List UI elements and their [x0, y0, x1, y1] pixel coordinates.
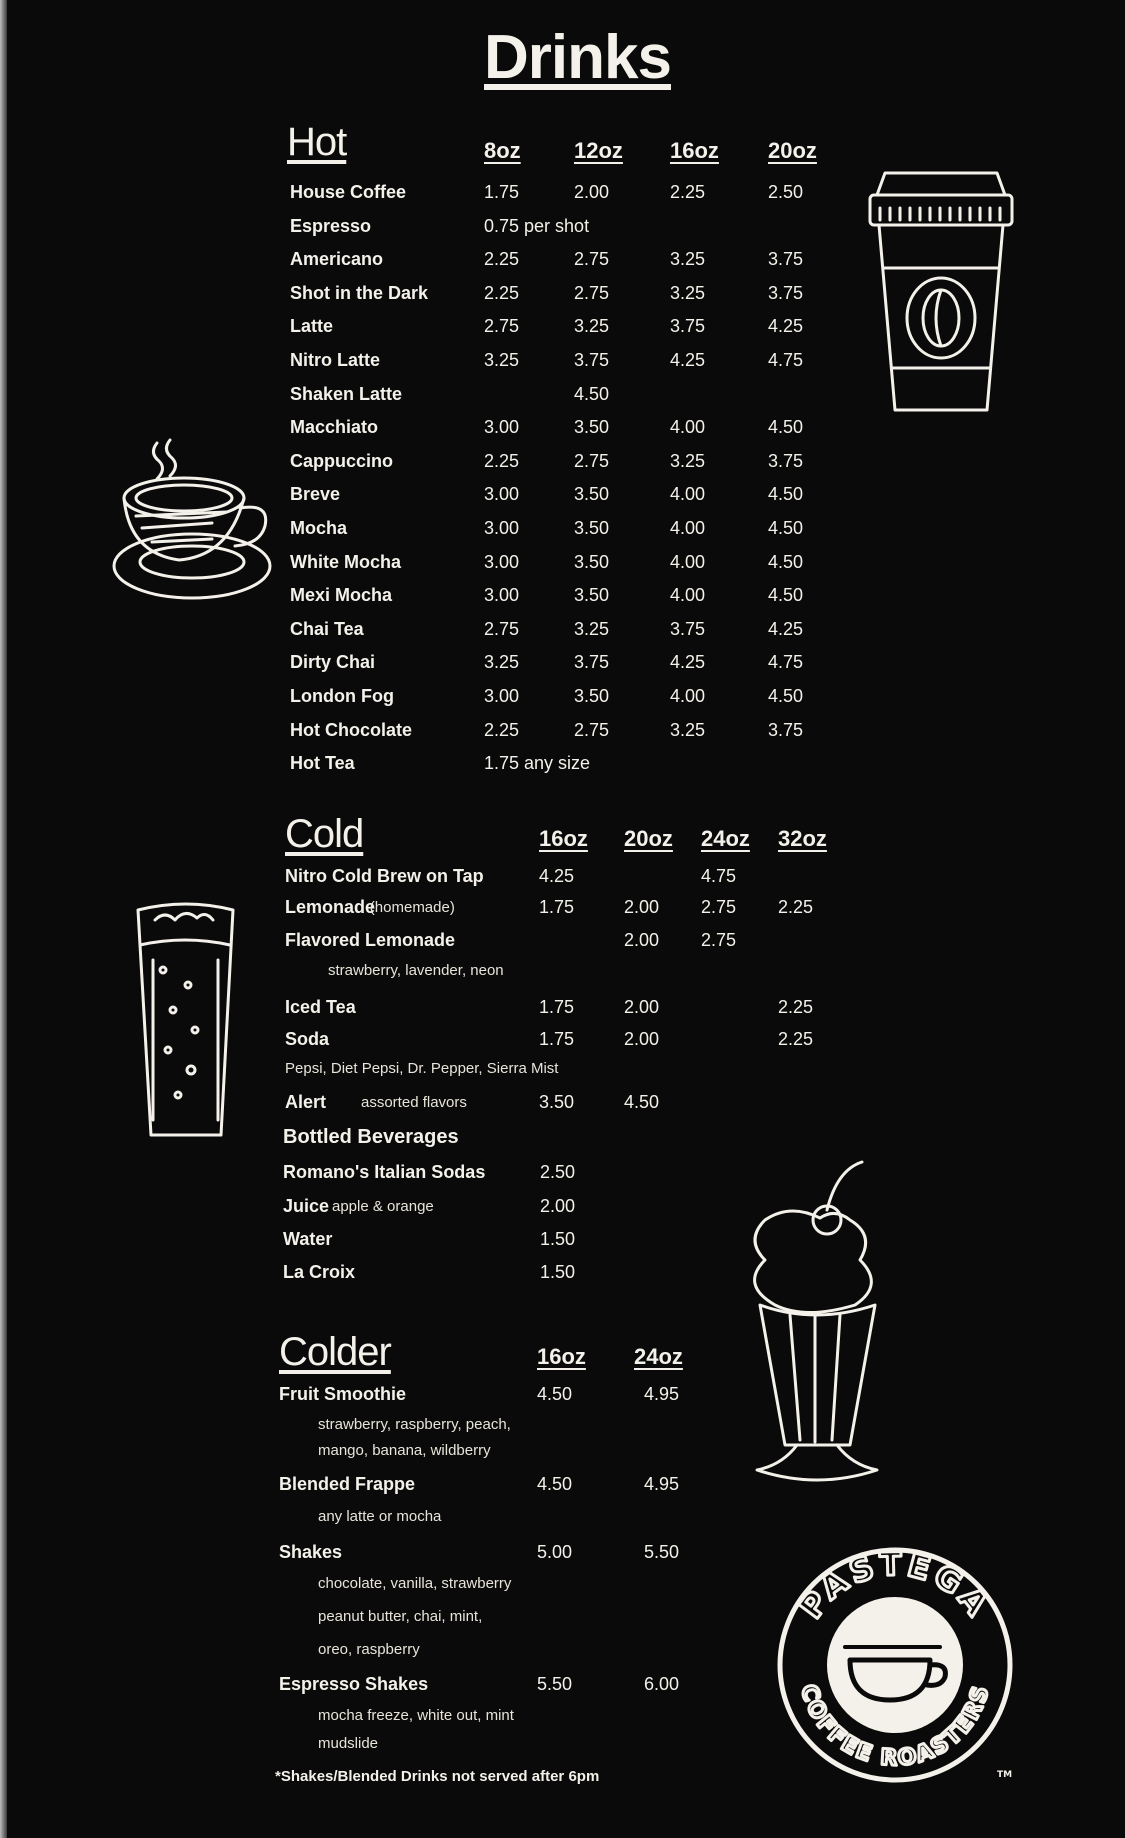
menu-item-price: 3.75: [768, 450, 804, 471]
menu-item-price: 2.50: [540, 1162, 576, 1182]
menu-item-price: 4.50: [768, 585, 804, 606]
menu-item-price: 3.25: [484, 652, 520, 673]
menu-item-options: oreo, raspberry: [318, 1641, 420, 1658]
menu-item-price: 4.25: [670, 652, 706, 673]
menu-item-price: 3.00: [484, 484, 520, 505]
menu-item-price: 3.50: [574, 518, 610, 538]
menu-item-price: 4.00: [670, 518, 706, 538]
menu-item-price: 4.75: [701, 866, 737, 886]
menu-item-price: 2.75: [484, 316, 520, 337]
menu-item-price: 3.50: [539, 1092, 575, 1112]
menu-item-price: 2.75: [701, 930, 737, 950]
menu-item-price: 3.00: [484, 518, 520, 538]
menu-item-name: La Croix: [283, 1262, 356, 1282]
menu-item-price: 3.50: [574, 551, 610, 572]
section-heading-colder: Colder: [279, 1330, 391, 1374]
menu-item-price: 3.25: [574, 618, 610, 639]
menu-item-detail: (homemade): [369, 899, 455, 916]
menu-item-price: 2.25: [484, 282, 520, 303]
menu-item-price: 2.00: [624, 897, 660, 917]
menu-item-name: Espresso Shakes: [279, 1674, 429, 1694]
page-title: Drinks: [484, 23, 671, 92]
menu-item-name: Macchiato: [290, 417, 379, 438]
size-header: 8oz: [484, 138, 521, 163]
menu-item-options: mudslide: [318, 1735, 379, 1752]
menu-item-name: Juice: [283, 1196, 330, 1216]
menu-item-name: Cappuccino: [290, 450, 394, 471]
menu-item-price: 4.50: [537, 1474, 573, 1494]
menu-item-options: chocolate, vanilla, strawberry: [318, 1575, 512, 1592]
menu-item-price: 4.95: [644, 1384, 680, 1404]
menu-item-price: 2.25: [778, 897, 814, 917]
size-header: 20oz: [624, 826, 673, 851]
menu-item-name: Alert: [285, 1092, 327, 1112]
milkshake-illustration: [735, 1155, 895, 1495]
menu-item-name: Shot in the Dark: [290, 282, 429, 303]
menu-item-price: 3.75: [768, 282, 804, 303]
menu-item-price: 2.00: [574, 182, 610, 202]
menu-item-options: any latte or mocha: [318, 1508, 442, 1525]
section-heading-hot: Hot: [287, 120, 347, 164]
menu-item-price: 3.75: [574, 652, 610, 673]
menu-item-name: Water: [283, 1229, 333, 1249]
menu-item-name: London Fog: [290, 686, 394, 706]
menu-item-options: mango, banana, wildberry: [318, 1442, 491, 1459]
menu-item-price: 4.00: [670, 484, 706, 505]
menu-item-price: 3.75: [768, 719, 804, 740]
coffee-cup-illustration: [112, 438, 282, 618]
menu-item-note: 0.75 per shot: [484, 215, 590, 236]
menu-item-name: Fruit Smoothie: [279, 1384, 406, 1404]
menu-item-price: 3.25: [484, 350, 520, 370]
menu-item-name: Dirty Chai: [290, 652, 376, 673]
menu-item-price: 2.75: [574, 450, 610, 471]
menu-item-name: Shakes: [279, 1542, 343, 1562]
menu-item-price: 3.25: [670, 282, 706, 303]
menu-item-price: 1.75: [539, 1029, 575, 1049]
menu-item-price: 5.50: [537, 1674, 573, 1694]
menu-item-name: Hot Tea: [290, 753, 355, 774]
menu-item-name: Espresso: [290, 215, 372, 236]
menu-item-detail: assorted flavors: [361, 1094, 467, 1111]
menu-item-price: 2.00: [624, 930, 660, 950]
menu-item-price: 3.50: [574, 686, 610, 706]
size-header: 16oz: [537, 1344, 586, 1369]
menu-item-price: 4.25: [768, 618, 804, 639]
menu-item-price: 4.50: [574, 383, 610, 404]
menu-item-price: 4.50: [768, 417, 804, 438]
logo-bottom-text: COFFEE ROASTERS: [795, 1681, 995, 1772]
menu-item-price: 2.75: [701, 897, 737, 917]
menu-item-price: 4.50: [624, 1092, 660, 1112]
menu-item-name: Soda: [285, 1029, 330, 1049]
menu-item-price: 2.50: [768, 182, 804, 202]
logo-tm: TM: [997, 1770, 1013, 1780]
menu-item-options: mocha freeze, white out, mint: [318, 1707, 514, 1724]
subsection-heading-bottled: Bottled Beverages: [283, 1126, 459, 1148]
size-header: 16oz: [539, 826, 588, 851]
menu-item-price: 3.25: [670, 249, 706, 270]
menu-item-price: 2.25: [778, 1029, 814, 1049]
menu-item-price: 2.25: [670, 182, 706, 202]
menu-item-price: 1.75: [539, 997, 575, 1017]
menu-item-price: 4.50: [768, 551, 804, 572]
menu-item-price: 3.00: [484, 551, 520, 572]
size-header: 24oz: [634, 1344, 683, 1369]
menu-item-name: Iced Tea: [285, 997, 356, 1017]
menu-item-price: 2.00: [624, 997, 660, 1017]
menu-item-price: 2.25: [484, 450, 520, 471]
menu-item-price: 4.00: [670, 686, 706, 706]
menu-item-price: 1.75: [539, 897, 575, 917]
size-header: 24oz: [701, 826, 750, 851]
menu-item-price: 3.50: [574, 417, 610, 438]
menu-item-price: 4.50: [768, 518, 804, 538]
menu-item-options: Pepsi, Diet Pepsi, Dr. Pepper, Sierra Mist: [285, 1060, 559, 1077]
menu-item-price: 3.50: [574, 484, 610, 505]
menu-item-price: 4.00: [670, 417, 706, 438]
menu-item-name: Breve: [290, 484, 341, 505]
menu-item-name: Hot Chocolate: [290, 719, 413, 740]
menu-item-name: Mocha: [290, 518, 348, 538]
menu-item-options: strawberry, raspberry, peach,: [318, 1416, 511, 1433]
menu-item-options: peanut butter, chai, mint,: [318, 1608, 483, 1625]
menu-item-name: Latte: [290, 316, 334, 337]
menu-item-price: 1.50: [540, 1229, 576, 1249]
menu-item-price: 2.75: [574, 282, 610, 303]
menu-item-price: 3.00: [484, 686, 520, 706]
menu-item-price: 4.00: [670, 551, 706, 572]
menu-item-name: Shaken Latte: [290, 383, 403, 404]
footnote: *Shakes/Blended Drinks not served after 6pm: [275, 1768, 600, 1785]
menu-item-options: strawberry, lavender, neon: [328, 962, 504, 979]
menu-item-name: Americano: [290, 249, 384, 270]
menu-item-price: 2.00: [540, 1196, 576, 1216]
menu-item-price: 2.75: [574, 719, 610, 740]
menu-item-price: 4.00: [670, 585, 706, 606]
menu-item-price: 2.25: [484, 719, 520, 740]
menu-item-price: 4.75: [768, 350, 804, 370]
size-header: 12oz: [574, 138, 623, 163]
menu-item-name: Nitro Latte: [290, 350, 380, 370]
size-header: 16oz: [670, 138, 719, 163]
menu-item-detail: apple & orange: [332, 1198, 434, 1215]
menu-item-price: 4.25: [768, 316, 804, 337]
menu-item-price: 2.00: [624, 1029, 660, 1049]
menu-item-price: 4.50: [537, 1384, 573, 1404]
menu-item-price: 3.25: [670, 719, 706, 740]
menu-item-price: 2.25: [484, 249, 520, 270]
menu-item-price: 3.25: [574, 316, 610, 337]
menu-item-price: 3.75: [574, 350, 610, 370]
size-header: 20oz: [768, 138, 817, 163]
size-header: 32oz: [778, 826, 827, 851]
menu-item-price: 5.50: [644, 1542, 680, 1562]
menu-item-price: 1.75: [484, 182, 520, 202]
menu-item-note: 1.75 any size: [484, 753, 591, 774]
menu-item-price: 2.25: [778, 997, 814, 1017]
menu-item-price: 4.25: [539, 866, 575, 886]
menu-item-price: 3.00: [484, 585, 520, 606]
menu-item-price: 3.50: [574, 585, 610, 606]
menu-item-price: 2.75: [484, 618, 520, 639]
menu-item-price: 3.75: [670, 618, 706, 639]
menu-item-name: Chai Tea: [290, 618, 364, 639]
pastega-logo: [775, 1545, 1015, 1785]
menu-item-price: 4.50: [768, 484, 804, 505]
menu-item-name: Nitro Cold Brew on Tap: [285, 866, 484, 886]
menu-item-price: 4.75: [768, 652, 804, 673]
menu-item-price: 5.00: [537, 1542, 573, 1562]
menu-item-name: Lemonade: [285, 897, 376, 917]
soda-glass-illustration: [133, 900, 238, 1140]
to-go-cup-illustration: [865, 168, 1020, 418]
menu-item-name: Mexi Mocha: [290, 585, 393, 606]
menu-item-price: 3.75: [670, 316, 706, 337]
menu-item-price: 2.75: [574, 249, 610, 270]
section-heading-cold: Cold: [285, 812, 364, 856]
menu-item-name: Blended Frappe: [279, 1474, 416, 1494]
menu-item-price: 4.50: [768, 686, 804, 706]
menu-item-price: 3.25: [670, 450, 706, 471]
menu-item-name: Romano's Italian Sodas: [283, 1162, 486, 1182]
menu-item-price: 4.25: [670, 350, 706, 370]
menu-item-price: 1.50: [540, 1262, 576, 1282]
menu-item-name: Flavored Lemonade: [285, 930, 456, 950]
menu-item-price: 4.95: [644, 1474, 680, 1494]
menu-item-price: 3.00: [484, 417, 520, 438]
menu-item-name: House Coffee: [290, 182, 407, 202]
menu-item-price: 6.00: [644, 1674, 680, 1694]
menu-item-name: White Mocha: [290, 551, 401, 572]
menu-item-price: 3.75: [768, 249, 804, 270]
logo-top-text: PASTEGA: [791, 1545, 999, 1626]
menu-board-edge: [0, 0, 7, 1838]
